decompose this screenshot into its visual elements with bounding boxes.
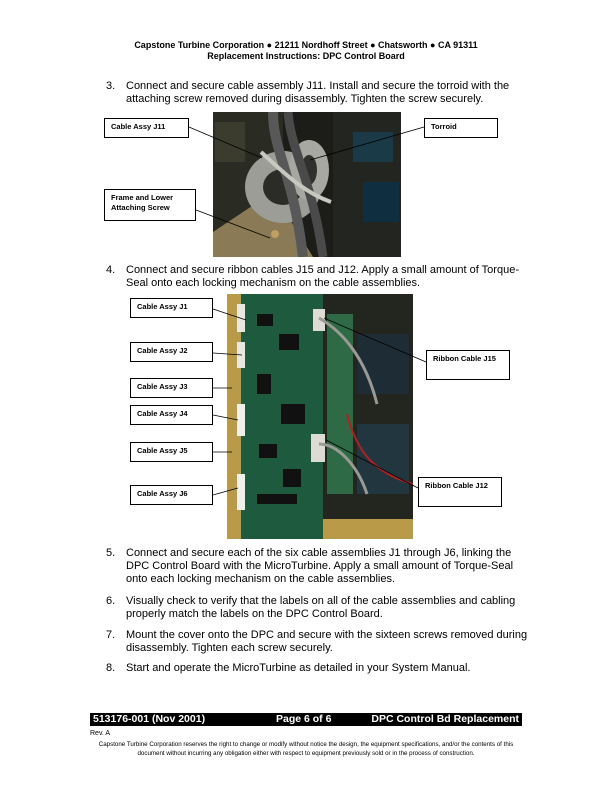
header-title-line: Replacement Instructions: DPC Control Board: [207, 51, 405, 61]
callout-label: Cable Assy J2: [137, 346, 188, 355]
callout-label: Cable Assy J4: [137, 409, 188, 418]
step-number: 8.: [106, 662, 116, 674]
callout-label: Cable Assy J5: [137, 446, 188, 455]
callout-label: Cable Assy J3: [137, 382, 188, 391]
footer-doc-title: DPC Control Bd Replacement: [371, 713, 519, 725]
callout-cable-assy-j6: [130, 485, 213, 505]
footer-page-number: Page 6 of 6: [276, 713, 332, 725]
step-number: 4.: [106, 264, 116, 276]
step-number: 3.: [106, 80, 116, 92]
callout-cable-assy-j2: [130, 342, 213, 362]
footer-doc-number: 513176-001 (Nov 2001): [93, 713, 206, 725]
callout-label: Cable Assy J11: [111, 122, 166, 131]
step-5: [106, 547, 536, 589]
step-number: 6.: [106, 595, 116, 607]
callout-cable-assy-j4: [130, 405, 213, 425]
step-text: Connect and secure cable assembly J11. Install and secure the torroid with the attaching screw removed during disassembly. Tighten the screw securely.: [126, 80, 510, 105]
callout-cable-assy-j3: [130, 378, 213, 398]
step-8: [106, 662, 536, 676]
footer-bar: [90, 713, 522, 726]
page-header: [0, 40, 612, 62]
footer-disclaimer: Capstone Turbine Corporation reserves the right to change or modify without notice the design, the equipment specifications, and/or the contents of this document without incurring any obligation either with respect to equipment previously sold or in the process of construction.: [98, 741, 514, 757]
callout-label: Ribbon Cable J12: [425, 481, 488, 490]
step-text: Connect and secure each of the six cable assemblies J1 through J6, linking the DPC Control Board with the MicroTurbine. Apply a small amount of Torque-Seal onto each locking mechanism on the cable assemblies.: [126, 547, 514, 585]
callout-cable-assy-j5: [130, 442, 213, 462]
torroid-photo-illustration: [213, 112, 401, 257]
callout-label: Frame and Lower Attaching Screw: [111, 193, 174, 212]
callout-cable-assy-j11: [104, 118, 189, 138]
step-text: Start and operate the MicroTurbine as detailed in your System Manual.: [126, 662, 471, 674]
callout-ribbon-cable-j15: [426, 350, 510, 380]
figure-1-photo: [213, 112, 401, 257]
step-6: [106, 595, 536, 623]
step-number: 7.: [106, 629, 116, 641]
callout-label: Cable Assy J6: [137, 489, 188, 498]
callout-torroid: [424, 118, 498, 138]
footer-revision: Rev. A: [90, 730, 111, 737]
callout-label: Cable Assy J1: [137, 302, 188, 311]
header-company-line: Capstone Turbine Corporation ● 21211 Nordhoff Street ● Chatsworth ● CA 91311: [134, 40, 478, 50]
callout-label: Ribbon Cable J15: [433, 354, 496, 363]
step-number: 5.: [106, 547, 116, 559]
step-text: Connect and secure ribbon cables J15 and J12. Apply a small amount of Torque-Seal onto each locking mechanism on the cable assemblies.: [126, 264, 519, 289]
step-text: Visually check to verify that the labels on all of the cable assemblies and cabling properly match the labels on the DPC Control Board.: [126, 595, 516, 620]
step-4: [106, 264, 536, 292]
step-text: Mount the cover onto the DPC and secure with the sixteen screws removed during disassembly. Tighten each screw securely.: [126, 629, 528, 654]
callout-label: Torroid: [431, 122, 457, 131]
callout-cable-assy-j1: [130, 298, 213, 318]
figure-2-photo: [227, 294, 413, 539]
dpc-board-photo-illustration: [227, 294, 413, 539]
callout-ribbon-cable-j12: [418, 477, 502, 507]
callout-frame-lower-screw: [104, 189, 196, 221]
step-7: [106, 629, 536, 657]
step-3: [106, 80, 536, 108]
